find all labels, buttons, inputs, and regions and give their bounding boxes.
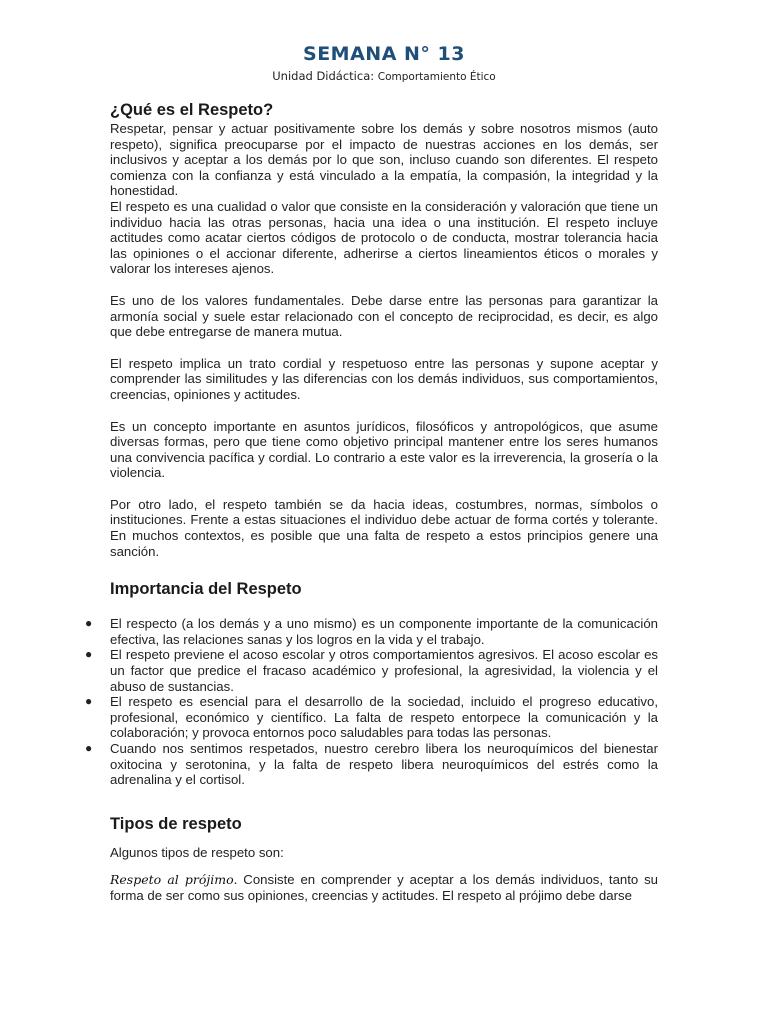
tipo-respeto-projimo bbox=[110, 872, 658, 903]
paragraph: Respetar, pensar y actuar positivamente sobre los demás y sobre nosotros mismos (auto respeto), significa preocuparse por el impacto de nuestras acciones en los demás, ser inclusivos y aceptar a los demás por lo que son, incluso cuando son diferentes. El respeto comienza con la confianza y está vinculado a la empatía, la compasión, la integridad y la honestidad. bbox=[110, 121, 658, 199]
tipo-label: Respeto al prójimo. bbox=[110, 872, 238, 888]
heading-tipos: Tipos de respeto bbox=[110, 814, 242, 833]
paragraph: Por otro lado, el respeto también se da hacia ideas, costumbres, normas, símbolos o instituciones. Frente a estas situaciones el individuo debe actuar de forma cortés y tolerante. En muchos contextos, es posible que una falta de respeto a estos principios genere una sanción. bbox=[110, 496, 658, 559]
list-item: ● El respecto (a los demás y a uno mismo) es un componente importante de la comunicación efectiva, las relaciones sanas y los logros en la vida y el trabajo. bbox=[85, 616, 658, 647]
importance-list bbox=[85, 616, 658, 788]
page-title: SEMANA N° 13 bbox=[303, 43, 465, 65]
heading-que-es-respeto: ¿Qué es el Respeto? bbox=[110, 101, 274, 119]
paragraph: El respeto es una cualidad o valor que consiste en la consideración y valoración que tiene un individuo hacia las otras personas, hacia una idea o una institución. El respeto incluye actitudes como acatar ciertos códigos de protocolo o de conducta, mostrar tolerancia hacia las opiniones o el accionar diferente, adherirse a ciertos lineamientos éticos o morales y valorar los intereses ajenos. bbox=[110, 198, 658, 277]
subtitle-value: Comportamiento Ético bbox=[377, 71, 496, 83]
bullet-icon: ● bbox=[85, 694, 93, 709]
tipos-intro: Algunos tipos de respeto son: bbox=[110, 844, 284, 860]
page-header bbox=[0, 42, 768, 83]
document-body bbox=[85, 100, 659, 904]
paragraph: El respeto implica un trato cordial y respetuoso entre las personas y supone aceptar y comprender las similitudes y las diferencias con los demás individuos, sus comportamientos, creencias, opiniones y actitudes. bbox=[110, 355, 658, 402]
subtitle-label: Unidad Didáctica: bbox=[272, 69, 375, 83]
paragraph: Es un concepto importante en asuntos jurídicos, filosóficos y antropológicos, que asume diversas formas, pero que tiene como objetivo principal mantener entre los seres humanos una convivencia pacífica y cordial. Lo contrario a este valor es la irreverencia, la grosería o la violencia. bbox=[110, 418, 658, 481]
bullet-icon: ● bbox=[85, 741, 93, 755]
tipo-text: Consiste en comprender y aceptar a los demás individuos, tanto su forma de ser como sus opiniones, creencias y actitudes. El respeto al prójimo debe darse bbox=[110, 872, 659, 903]
bullet-icon: ● bbox=[85, 647, 93, 662]
list-item: ● Cuando nos sentimos respetados, nuestro cerebro libera los neuroquímicos del bienestar oxitocina y serotonina, y la falta de respeto libera neuroquímicos del estrés como la adrenalina y el cortisol. bbox=[85, 741, 658, 788]
page-subtitle bbox=[0, 69, 768, 83]
bullet-icon: ● bbox=[85, 616, 93, 631]
list-item: ● El respeto es esencial para el desarrollo de la sociedad, incluido el progreso educativo, profesional, económico y científico. La falta de respeto entorpece la comunicación y la colaboración; y provoca entornos poco saludables para todas las personas. bbox=[85, 694, 658, 741]
list-item: ● El respeto previene el acoso escolar y otros comportamientos agresivos. El acoso escolar es un factor que predice el fracaso académico y profesional, la agresividad, la violencia y el abuso de sustancias. bbox=[85, 647, 658, 694]
paragraph: Es uno de los valores fundamentales. Debe darse entre las personas para garantizar la armonía social y suele estar relacionado con el concepto de reciprocidad, es decir, es algo que debe entregarse de manera mutua. bbox=[110, 292, 658, 340]
heading-importancia: Importancia del Respeto bbox=[110, 580, 302, 599]
